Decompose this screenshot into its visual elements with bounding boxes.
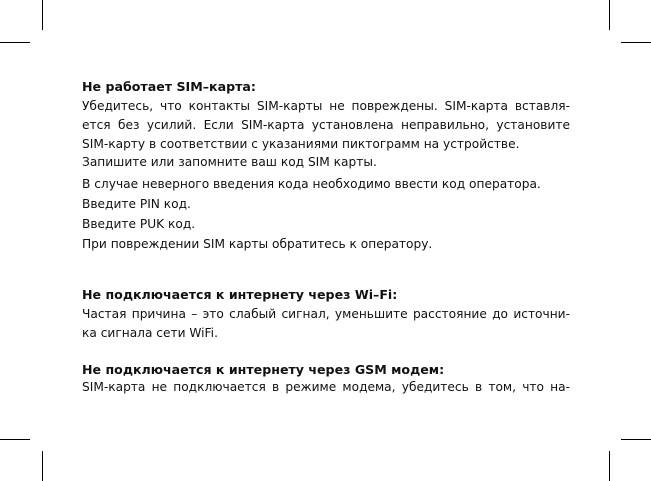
paragraph-line: Введите PUK код. [82, 217, 196, 231]
crop-mark-bottom-right-vertical [609, 451, 610, 481]
crop-mark-top-left-vertical [42, 0, 43, 30]
paragraph-line: SIM-карту в соответствии с указаниями пиктограмм на устройстве. [82, 137, 520, 151]
section-heading-gsm-modem: Не подключается к интернету через GSM модем: [82, 362, 445, 377]
section-heading-wifi: Не подключается к интернету через Wi–Fi: [82, 287, 398, 302]
crop-mark-bottom-left-horizontal [0, 439, 30, 440]
paragraph-line: Запишите или запомните ваш код SIM карты. [82, 155, 377, 169]
paragraph-line: Убедитесь, что контакты SIM-карты не повреждены. SIM-карта вставля- [82, 99, 570, 113]
paragraph-line: При повреждении SIM карты обратитесь к оператору. [82, 237, 433, 251]
paragraph-line: ется без усилий. Если SIM-карта установлена неправильно, установите [82, 118, 570, 132]
crop-mark-top-right-vertical [609, 0, 610, 30]
crop-mark-bottom-right-horizontal [621, 439, 651, 440]
crop-mark-top-left-horizontal [0, 42, 30, 43]
section-heading-sim: Не работает SIM–карта: [82, 79, 256, 94]
paragraph-line: В случае неверного введения кода необходимо ввести код оператора. [82, 177, 541, 191]
paragraph-line: SIM-карта не подключается в режиме модема, убедитесь в том, что на- [82, 380, 570, 394]
paragraph-line: Частая причина – это слабый сигнал, уменьшите расстояние до источни- [82, 307, 570, 321]
paragraph-line: ка сигнала сети WiFi. [82, 326, 218, 340]
crop-mark-bottom-left-vertical [42, 451, 43, 481]
paragraph-line: Введите PIN код. [82, 197, 191, 211]
crop-mark-top-right-horizontal [621, 42, 651, 43]
